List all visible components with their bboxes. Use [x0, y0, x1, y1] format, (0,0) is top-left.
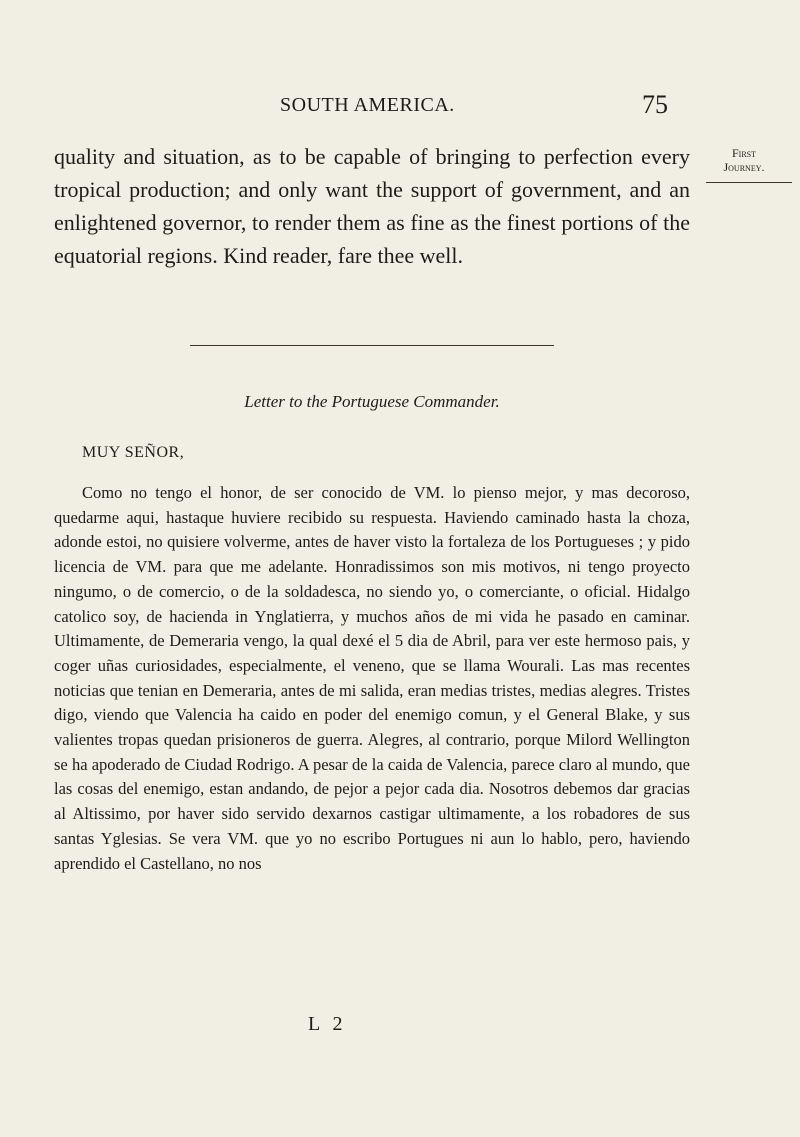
letter-body	[54, 481, 690, 876]
signature-mark: L 2	[308, 1013, 347, 1035]
letter-title: Letter to the Portuguese Commander.	[244, 392, 500, 411]
margin-note-line-2: Journey.	[723, 160, 765, 174]
page-number: 75	[642, 90, 668, 119]
margin-note-rule	[706, 182, 792, 183]
running-head: SOUTH AMERICA.	[280, 94, 455, 116]
margin-note	[700, 146, 788, 174]
letter-salutation: MUY SEÑOR,	[82, 444, 185, 461]
intro-paragraph	[54, 140, 690, 272]
margin-note-line-1: First	[731, 146, 756, 160]
section-divider	[190, 345, 554, 346]
letter-paragraph: Como no tengo el honor, de ser conocido de VM. lo pienso mejor, y mas decoroso, quedarme aqui, hastaque huviere recibido su respuesta. Haviendo caminado hasta la choza, adonde estoi, no quisiere volverme, antes de haver visto la fortaleza de los Portugueses ; y pido licencia de VM. para que me adelante. Honradissimos son mis motivos, ni tengo proyecto ningumo, o de comercio, o de la soldadesca, no siendo yo, o comerciante, o oficial. Hidalgo catolico soy, de hacienda in Ynglatierra, y muchos años de mi vida he pasado en caminar. Ultimamente, de Demeraria vengo, la qual dexé el 5 dia de Abril, para ver este hermoso pais, y coger uñas curiosidades, especialmente, el veneno, que se llama Wourali. Las mas recentes noticias que tenian en Demeraria, antes de mi salida, eran medias tristes, medias alegres. Tristes digo, viendo que Valencia ha caido en poder del enemigo comun, y el General Blake, y sus valientes tropas quedan prisioneros de guerra. Alegres, al contrario, porque Milord Wellington se ha apoderado de Ciudad Rodrigo. A pesar de la caida de Valencia, parece claro al mundo, que las cosas del enemigo, estan andando, de pejor a pejor cada dia. Nosotros debemos dar gracias al Altissimo, por haver sido servido dexarnos castigar ultimamente, a los robadores de sus santas Yglesias. Se vera VM. que yo no escribo Portugues ni aun lo hablo, pero, haviendo aprendido el Castellano, no nos	[54, 483, 690, 873]
intro-text: quality and situation, as to be capable of bringing to perfection every tropical production; and only want the support of government, and an enlightened governor, to render them as fine as the finest portions of the equatorial regions. Kind reader, fare thee well.	[54, 144, 690, 268]
